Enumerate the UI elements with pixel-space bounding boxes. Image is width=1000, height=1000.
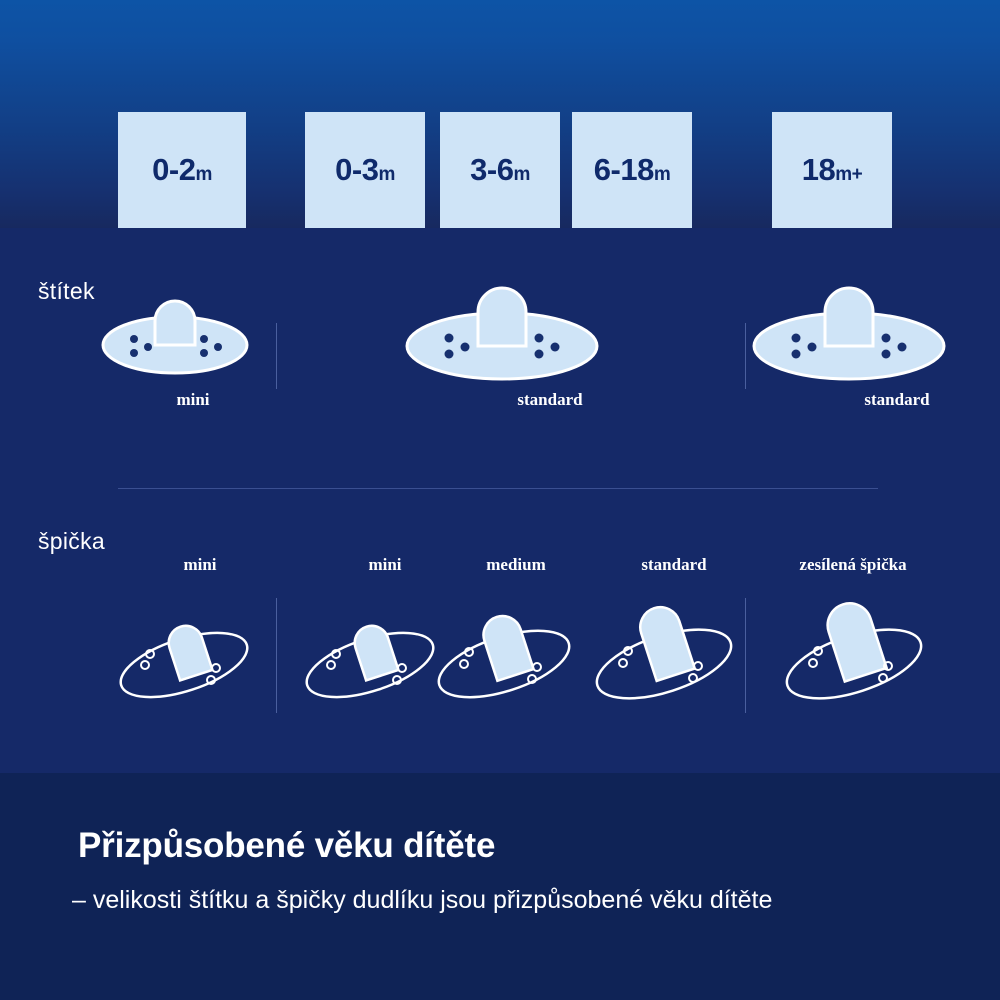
- age-cell-main: 0-3: [335, 152, 379, 187]
- soother-side-medium: [430, 606, 580, 716]
- age-cell-unit: m+: [835, 164, 863, 185]
- soother-shield-mini: [100, 273, 250, 383]
- age-cell-unit: m: [378, 164, 395, 185]
- age-cell-0-2m: [118, 112, 246, 228]
- age-cell-unit: m: [513, 164, 530, 185]
- age-cell-main: 6-18: [593, 152, 654, 187]
- divider-vertical: [745, 323, 746, 389]
- caption-teat-mini-2: mini: [368, 555, 402, 574]
- soother-side-mini-2: [298, 610, 443, 715]
- caption-shield-standard-1: standard: [517, 390, 583, 409]
- age-cell-group: [0, 112, 1000, 228]
- divider-vertical: [745, 598, 746, 713]
- footer-heading: Přizpůsobené věku dítěte: [78, 826, 496, 865]
- divider-horizontal: [118, 488, 878, 489]
- age-cell-6-18m: [572, 112, 692, 228]
- age-cell-unit: m: [653, 164, 671, 185]
- caption-teat-mini-1: mini: [183, 555, 217, 574]
- comparison-panel: [0, 228, 1000, 773]
- caption-shield-mini: mini: [176, 390, 210, 409]
- caption-shield-standard-2: standard: [864, 390, 930, 409]
- divider-vertical: [276, 598, 277, 713]
- caption-teat-medium: medium: [486, 555, 546, 574]
- footer-body: – velikosti štítku a špičky dudlíku jsou přizpůsobené věku dítěte: [72, 886, 773, 914]
- caption-teat-reinforced: zesílená špička: [799, 555, 907, 574]
- age-cell-main: 0-2: [152, 152, 196, 187]
- row-label-teat: špička: [38, 528, 105, 554]
- age-cell-unit: m: [195, 164, 212, 185]
- age-cell-0-3m: [305, 112, 425, 228]
- soother-side-mini-1: [112, 610, 257, 715]
- soother-shield-standard-1: [405, 268, 600, 388]
- footer-block: [0, 773, 1000, 1000]
- age-cell-3-6m: [440, 112, 560, 228]
- age-cell-main: 18: [801, 152, 836, 187]
- soother-side-reinforced: [778, 602, 933, 717]
- row-label-shield: štítek: [38, 278, 95, 304]
- age-cell-main: 3-6: [470, 152, 514, 187]
- age-band: [0, 0, 1000, 228]
- caption-teat-standard: standard: [641, 555, 707, 574]
- soother-side-standard: [588, 602, 743, 717]
- age-cell-18m-plus: [772, 112, 892, 228]
- divider-vertical: [276, 323, 277, 389]
- soother-shield-standard-2: [752, 268, 947, 388]
